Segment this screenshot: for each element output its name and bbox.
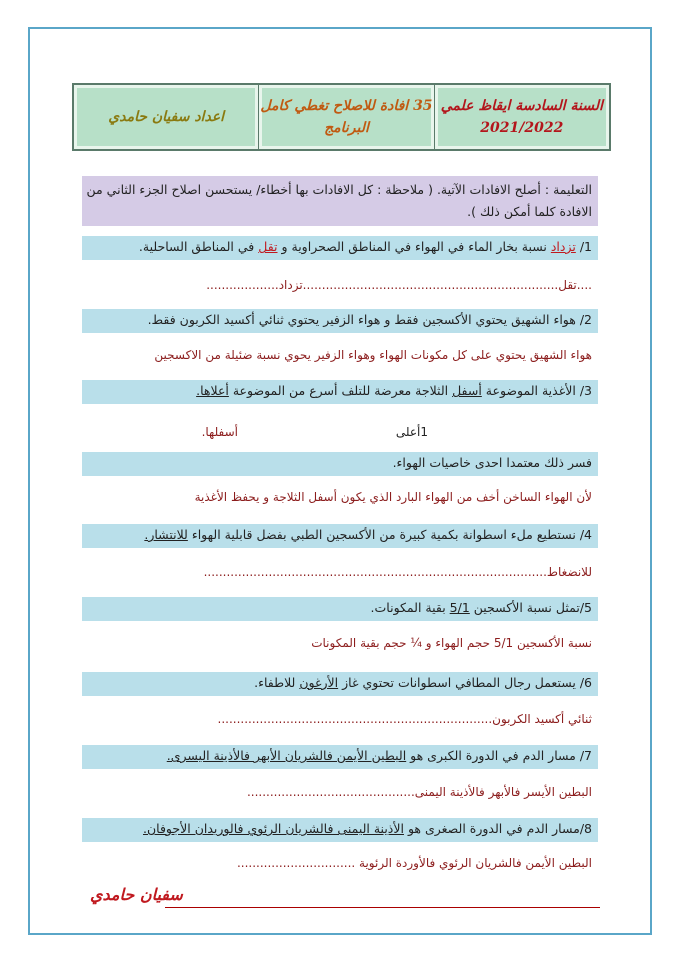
statement-3 (82, 380, 598, 404)
wrong-word: الأرغون (299, 675, 339, 690)
answer-text: البطين الأيسر فالأبهر فالأذينة اليمنى............................................ (246, 785, 592, 799)
answer-text: ....تقل...................................................................تزداد................... (206, 278, 592, 292)
answer-1 (82, 275, 598, 295)
answer-8 (82, 853, 598, 873)
answer-text: هواء الشهيق يحتوي على كل مكونات الهواء وهواء الزفير يحوي نسبة ضئيلة من الاكسجين (154, 348, 592, 362)
signature: سفيان حامدي (90, 885, 183, 904)
statement-text: تمثل نسبة الأكسجين (469, 600, 580, 615)
wrong-word: للانتشار. (144, 527, 188, 542)
statement-text: مسار الدم في الدورة الكبرى هو (406, 748, 580, 763)
answer-3b (82, 422, 598, 442)
statement-text: نستطيع ملء اسطوانة بكمية كبيرة من الأكسجين الطبي بفضل قابلية الهواء (187, 527, 580, 542)
answer-explain (82, 487, 598, 507)
statement-text: يستعمل رجال المطافي اسطوانات تحتوي غاز (338, 675, 580, 690)
statement-number: 7/ (579, 748, 592, 763)
statement-text: للاطفاء. (254, 675, 300, 690)
statement-text: هواء الشهيق يحتوي الأكسجين فقط و هواء الزفير يحتوي ثنائي أكسيد الكربون فقط. (147, 312, 580, 327)
header-title: 35 افادة للاصلاح تغطي كامل البرنامج (260, 98, 433, 136)
statement-2 (82, 309, 598, 333)
statement-6 (82, 672, 598, 696)
wrong-word: تزداد (550, 239, 576, 254)
signature-line (165, 907, 600, 908)
statement-4 (82, 524, 598, 548)
wrong-word: 5/1 (449, 600, 470, 615)
wrong-word: أسفل (452, 383, 482, 398)
answer-text: أسفلها. (201, 425, 238, 439)
statement-explain (82, 452, 598, 476)
statement-5 (82, 597, 598, 621)
statement-number: 6/ (579, 675, 592, 690)
statement-7 (82, 745, 598, 769)
wrong-word: الأذينة اليمنى فالشريان الرئوي فالوريدان الأجوفان. (143, 821, 404, 836)
answer-text: لأن الهواء الساخن أخف من الهواء البارد الذي يكون أسفل الثلاجة و يحفظ الأغذية (194, 490, 592, 504)
statement-number: 1/ (579, 239, 592, 254)
answer-4 (82, 562, 598, 582)
statement-text: فسر ذلك معتمدا احدى خاصيات الهواء. (392, 455, 592, 470)
statement-text: نسبة بخار الماء في الهواء في المناطق الصحراوية و (277, 239, 551, 254)
header-author-cell (74, 85, 258, 149)
statement-8 (82, 818, 598, 842)
statement-number: 4/ (579, 527, 592, 542)
answer-7 (82, 782, 598, 802)
header-table (72, 83, 611, 151)
wrong-word: أعلاها. (196, 383, 229, 398)
statement-number: 5/ (579, 600, 592, 615)
statement-1 (82, 236, 598, 260)
answer-6 (82, 709, 598, 729)
statement-text: مسار الدم في الدورة الصغرى هو (403, 821, 580, 836)
instructions-box (82, 176, 598, 226)
statement-text: في المناطق الساحلية. (138, 239, 259, 254)
answer-text: ثنائي أكسيد الكربون........................................................................ (217, 712, 592, 726)
statement-number: 2/ (579, 312, 592, 327)
wrong-word: تقل (258, 239, 278, 254)
header-level: السنة السادسة ايقاظ علمي (440, 98, 603, 114)
statement-text: الثلاجة معرضة للتلف أسرع من الموضوعة (228, 383, 453, 398)
header-author: اعداد سفيان حامدي (108, 109, 225, 125)
answer-text: للانضغاط.......................................................................................... (203, 565, 592, 579)
statement-text: بقية المكونات. (370, 600, 450, 615)
wrong-word: البطين الأيمن فالشريان الأبهر فالأذينة اليسرى. (166, 748, 407, 763)
header-year: 2021/2022 (480, 120, 564, 136)
answer-text: نسبة الأكسجين 5/1 حجم الهواء و ¼ حجم بقية المكونات (311, 636, 592, 650)
answer-5 (82, 633, 598, 653)
statement-number: 3/ (579, 383, 592, 398)
header-level-cell (434, 85, 609, 149)
answer-2 (82, 345, 598, 365)
instructions-text: التعليمة : أصلح الافادات الآتية. ( ملاحظة : كل الافادات بها أخطاء/ يستحسن اصلاح الجزء الثاني من الافادة كلما أمكن ذلك ). (86, 182, 592, 219)
statement-number: 8/ (579, 821, 592, 836)
answer-text: البطين الأيمن فالشريان الرئوي فالأوردة الرئوية ............................... (236, 856, 592, 870)
answer-text: 1أعلى (395, 425, 428, 439)
header-title-cell (258, 85, 433, 149)
statement-text: الأغذية الموضوعة (481, 383, 580, 398)
